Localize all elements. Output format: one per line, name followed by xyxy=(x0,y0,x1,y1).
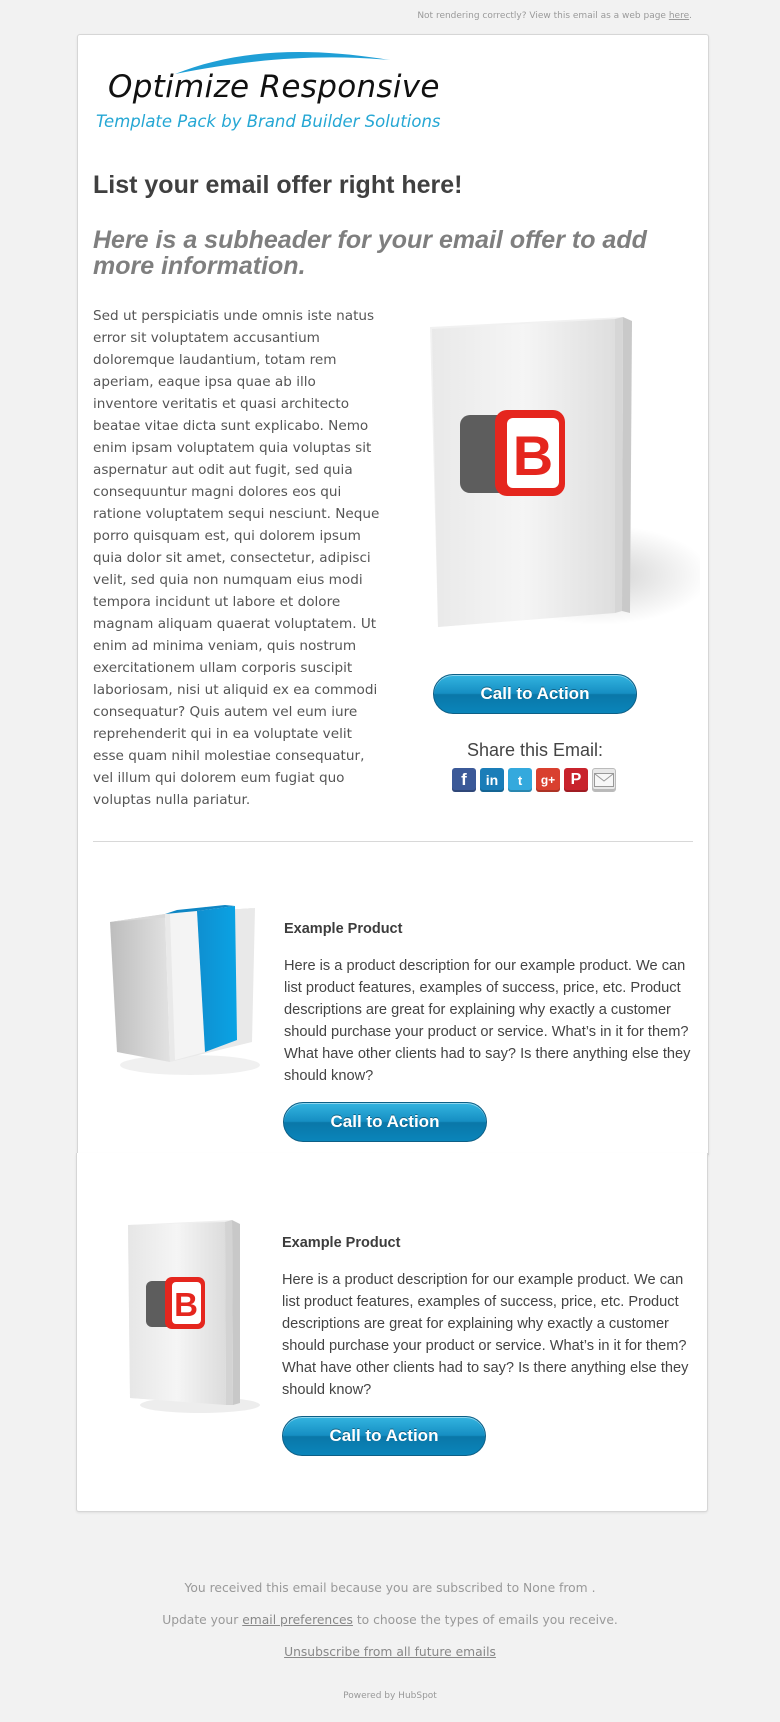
offer-headline: List your email offer right here! xyxy=(93,171,463,199)
offer-subheadline: Here is a subheader for your email offer to add more information. xyxy=(93,226,647,280)
logo-title: Optimize Responsive xyxy=(108,69,440,105)
subscription-notice: You received this email because you are subscribed to None from . xyxy=(184,1581,596,1595)
powered-by: Powered by HubSpot xyxy=(343,1691,437,1701)
product-description: Here is a product description for our example product. We can list product features, examples of success, price, etc. Product descriptions are great for explaining why exactly a customer should purchase your product or service. What’s in it for them? What have other clients had to say? Is there anything else they should know? xyxy=(282,1272,689,1398)
section-divider xyxy=(93,841,693,842)
hero-cta-button[interactable]: Call to Action xyxy=(433,674,637,714)
linkedin-icon[interactable]: in xyxy=(480,768,504,792)
box-product-image xyxy=(105,900,265,1080)
view-online-link[interactable]: here xyxy=(668,11,690,21)
offer-body-text: Sed ut perspiciatis unde omnis iste natus error sit voluptatem accusantium doloremque laudantium, totam rem aperiam, eaque ipsa quae ab illo inventore veritatis et quasi architecto beatae vitae dicta sunt explicabo. Nemo enim ipsam voluptatem quia voluptas sit aspernatur aut odit aut fugit, sed quia consequuntur magni dolores eos qui ratione voluptatem sequi nesciunt. Neque porro quisquam est, qui dolorem ipsum quia dolor sit amet, consectetur, adipisci velit, sed quia non numquam eius modi tempora incidunt ut labore et dolore magnam aliquam quaerat voluptatem. Ut enim ad minima veniam, quis nostrum exercitationem ullam corporis suscipit laboriosam, nisi ut aliquid ex ea commodi consequatur? Quis autem vel eum iure reprehenderit qui in ea voluptate velit esse quam nihil molestiae consequatur, vel illum qui dolorem eum fugiat quo voluptas nulla pariatur. xyxy=(93,308,380,808)
brand-logo xyxy=(95,48,455,138)
share-label: Share this Email: xyxy=(466,740,604,760)
preferences-post: to choose the types of emails you receive. xyxy=(352,1613,618,1627)
view-online-text: Not rendering correctly? View this email as a web page xyxy=(417,11,666,21)
unsubscribe-link[interactable]: Unsubscribe from all future emails xyxy=(284,1645,496,1659)
product-description: Here is a product description for our example product. We can list product features, examples of success, price, etc. Product descriptions are great for explaining why exactly a customer should purchase your product or service. What’s in it for them? What have other clients had to say? Is there anything else they should know? xyxy=(284,958,691,1084)
preferences-pre: Update your xyxy=(162,1613,243,1627)
facebook-icon[interactable]: f xyxy=(452,768,476,792)
product-title: Example Product xyxy=(282,1235,401,1251)
email-icon[interactable] xyxy=(592,768,616,792)
logo-subtitle: Template Pack by Brand Builder Solutions xyxy=(96,112,441,131)
view-online-note xyxy=(0,11,692,21)
share-icons xyxy=(452,768,616,792)
twitter-icon[interactable]: t xyxy=(508,768,532,792)
book-product-image xyxy=(410,305,700,665)
unsubscribe-row xyxy=(0,1645,780,1659)
view-online-end: . xyxy=(689,11,692,21)
brand-letter-small: B xyxy=(174,1286,198,1323)
preferences-notice xyxy=(0,1613,780,1627)
email-preferences-link[interactable]: email preferences xyxy=(242,1613,353,1627)
product-title: Example Product xyxy=(284,921,403,937)
brand-letter: B xyxy=(512,424,554,487)
pinterest-icon[interactable]: P xyxy=(564,768,588,792)
google-plus-icon[interactable]: g+ xyxy=(536,768,560,792)
book-product-image-small xyxy=(120,1215,270,1415)
product-cta-button[interactable]: Call to Action xyxy=(283,1102,487,1142)
product-cta-button[interactable]: Call to Action xyxy=(282,1416,486,1456)
